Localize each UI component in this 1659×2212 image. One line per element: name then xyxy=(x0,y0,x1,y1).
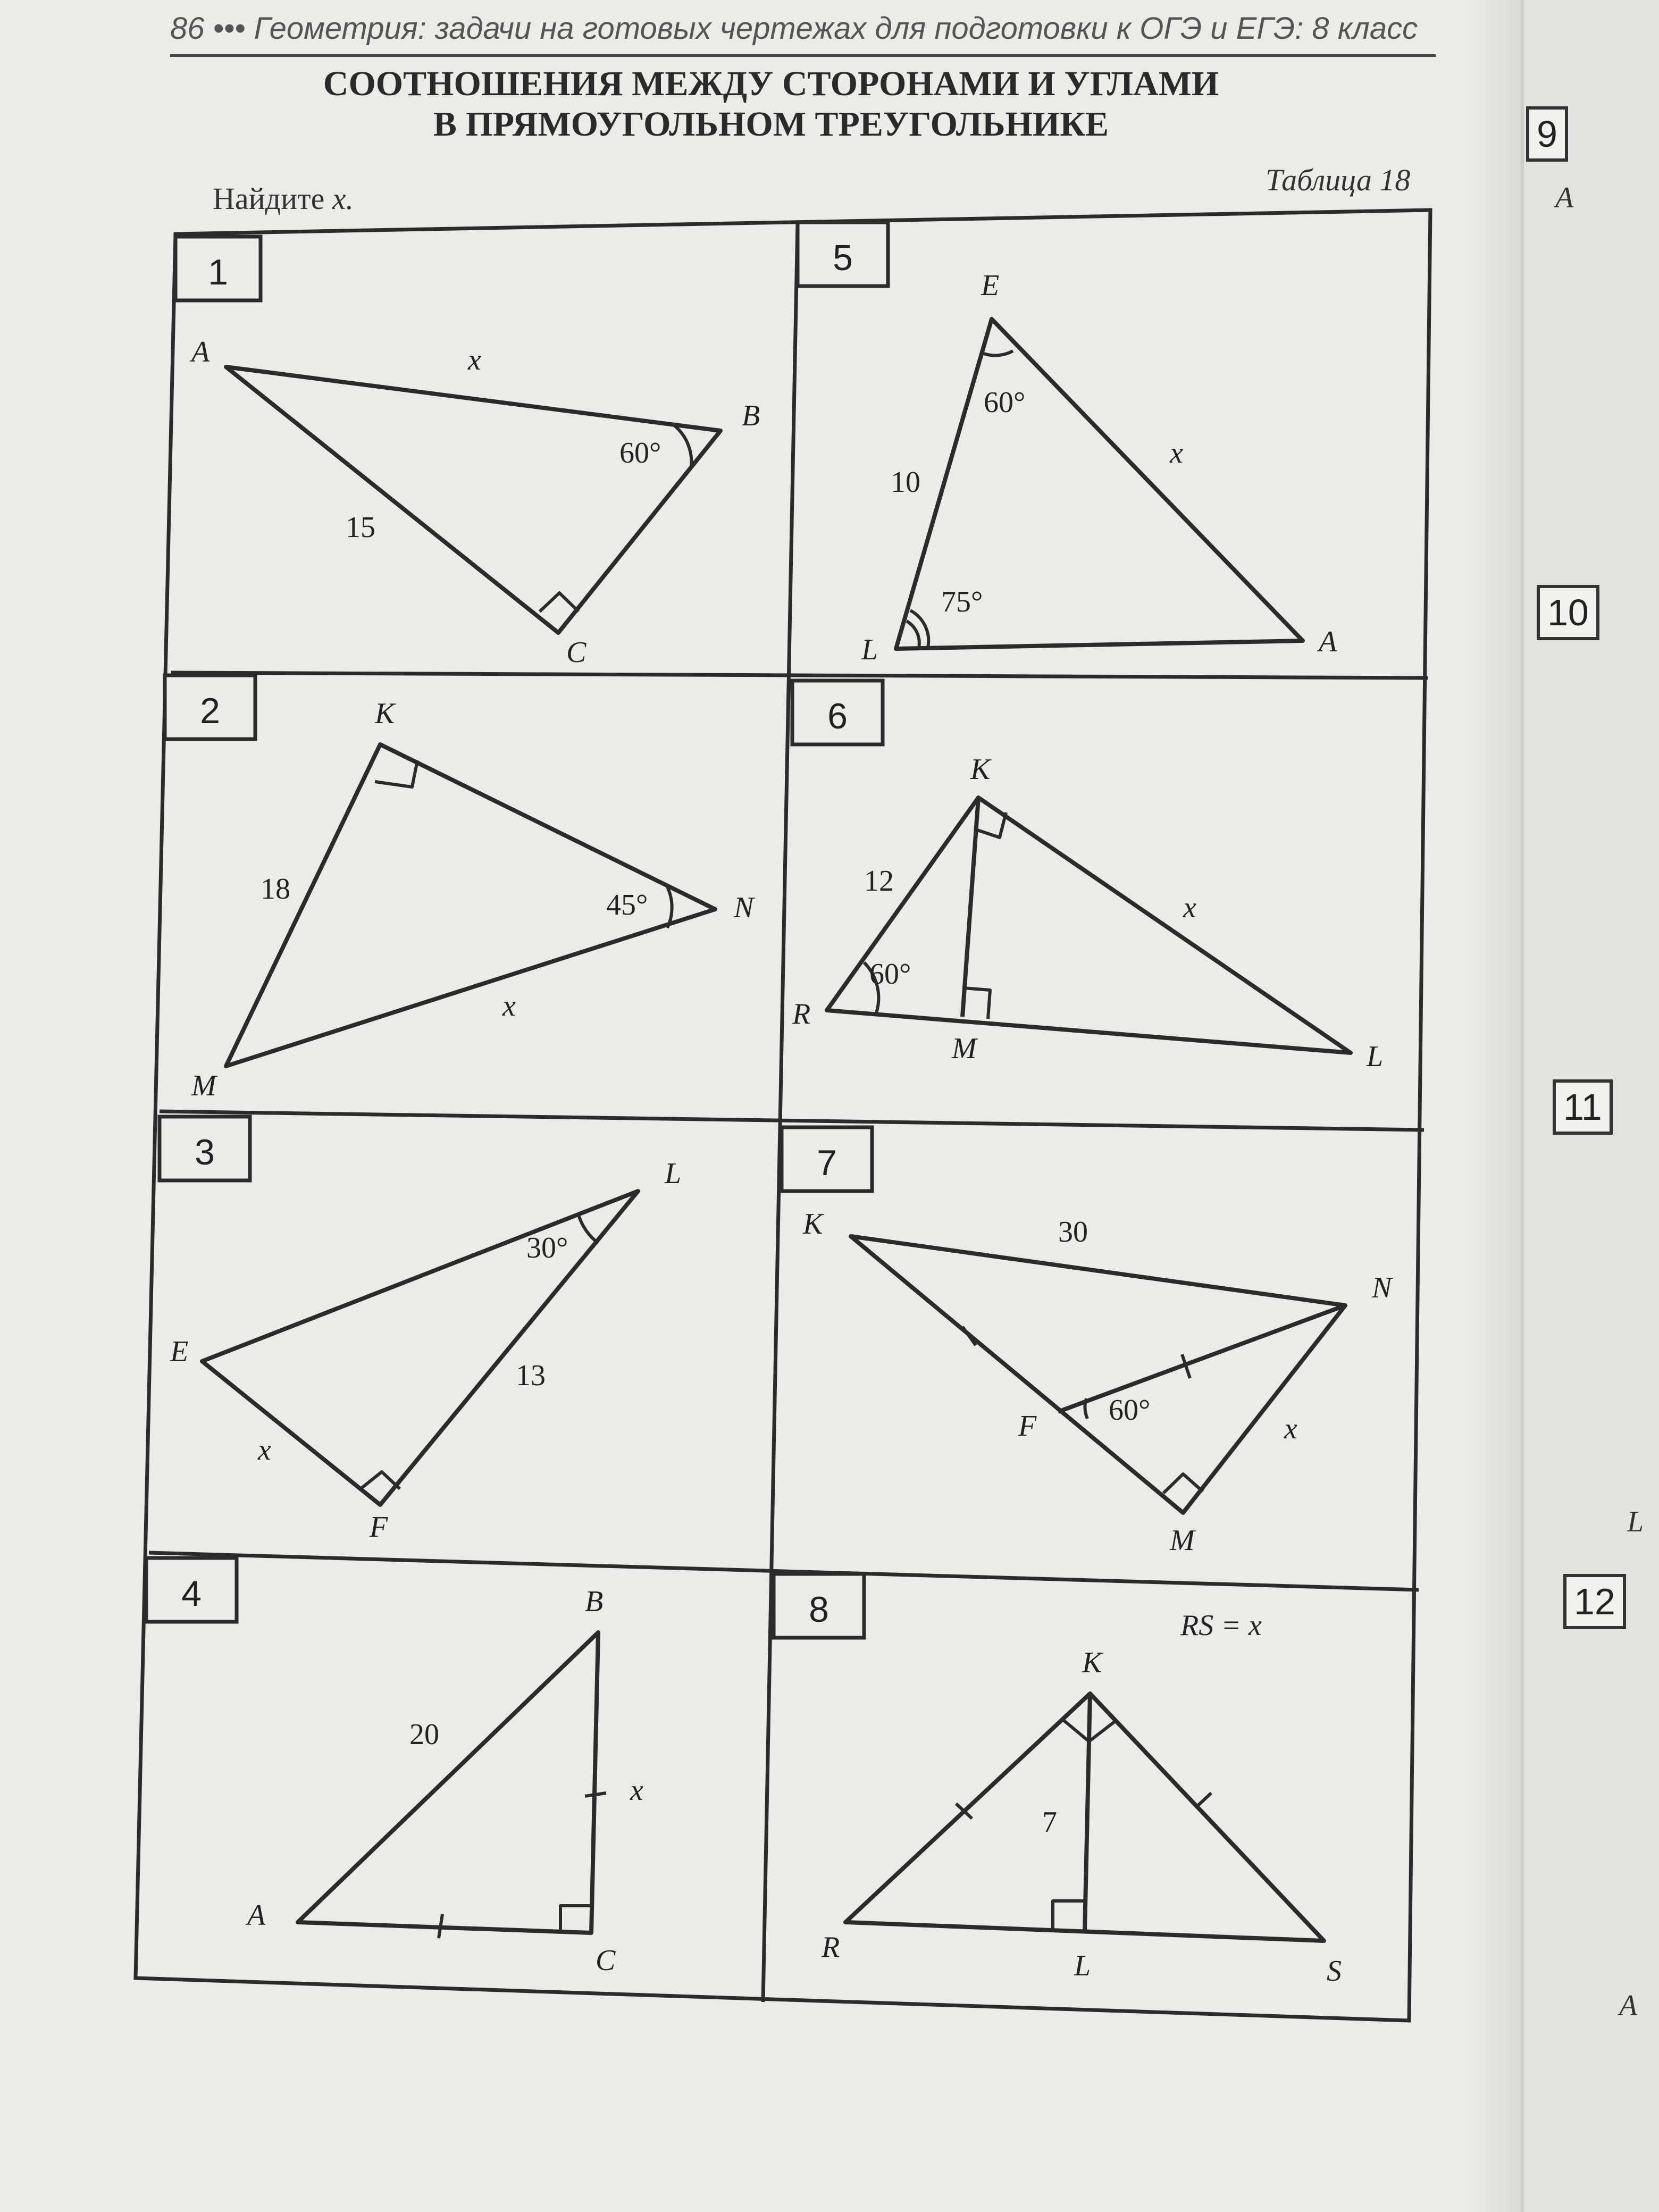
vertex-label-c-task4: C xyxy=(596,1944,616,1977)
right-page-letter-a-bottom: A xyxy=(1619,1989,1638,2022)
vertex-label-r-task6: R xyxy=(792,998,811,1030)
vertex-label-m-task7: M xyxy=(1170,1524,1195,1557)
side-label-x-task7: x xyxy=(1284,1412,1297,1445)
right-page-letter-l: L xyxy=(1627,1505,1644,1538)
vertex-label-a-task1: A xyxy=(191,336,210,368)
vertex-label-l-task3: L xyxy=(665,1157,682,1190)
task-number-7-label: 7 xyxy=(817,1143,837,1183)
vertex-label-m-task2: M xyxy=(191,1069,216,1102)
angle-label-e-task5: 60° xyxy=(984,386,1026,419)
vertex-label-c-task1: C xyxy=(566,636,586,669)
vertex-label-l-task5: L xyxy=(861,633,878,666)
angle-arc-e-task5 xyxy=(984,351,1013,355)
angle-arc-l-task3 xyxy=(579,1215,598,1243)
angle-label-task2: 45° xyxy=(606,889,648,921)
vertex-label-e-task3: E xyxy=(170,1335,189,1368)
task-number-3 xyxy=(160,1117,250,1180)
title-line-1: СООТНОШЕНИЯ МЕЖДУ СТОРОНАМИ И УГЛАМИ xyxy=(323,64,1219,103)
side-label-task4: 20 xyxy=(409,1718,439,1751)
right-angle-mark-c-task4 xyxy=(560,1906,591,1931)
right-angle-mark-k-task6 xyxy=(976,812,1006,837)
task-number-5-label: 5 xyxy=(833,238,853,278)
side-label-x-task2: x xyxy=(502,990,516,1023)
angle-arc-l-task5-inner xyxy=(907,621,919,648)
angle-arc-b-task1 xyxy=(674,425,691,467)
grid-row-divider-1 xyxy=(171,673,1428,678)
instruction-variable: x. xyxy=(332,181,354,216)
task-number-1-label: 1 xyxy=(208,252,228,292)
side-label-x-task3: x xyxy=(258,1434,271,1467)
right-page-number-9: 9 xyxy=(1526,106,1568,162)
side-label-task2: 18 xyxy=(261,873,290,906)
vertex-label-b-task4: B xyxy=(585,1585,604,1618)
vertex-label-f-task7: F xyxy=(1018,1410,1037,1443)
vertex-label-k-task8: K xyxy=(1082,1646,1102,1679)
right-page-number-12: 12 xyxy=(1563,1574,1626,1629)
right-angle-mark-c-task1 xyxy=(540,593,579,611)
side-label-task6: 12 xyxy=(864,865,894,898)
angle-label-task7: 60° xyxy=(1109,1394,1151,1427)
vertex-label-l-task8: L xyxy=(1074,1949,1091,1982)
grid-vertical-divider xyxy=(763,222,798,2002)
angle-label-l-task5: 75° xyxy=(941,585,983,618)
side-label-task8: 7 xyxy=(1042,1806,1057,1839)
vertex-label-f-task3: F xyxy=(370,1511,388,1544)
vertex-label-l-task6: L xyxy=(1367,1040,1384,1073)
angle-label-task6: 60° xyxy=(869,958,911,991)
vertex-label-k-task7: K xyxy=(803,1208,823,1241)
right-angle-mark-m-task6 xyxy=(963,988,990,1019)
running-head-text: 86 ••• Геометрия: задачи на готовых чертежах для подготовки к ОГЭ и ЕГЭ: 8 класс xyxy=(170,11,1418,46)
task-number-1 xyxy=(175,237,261,300)
vertex-label-k-task2: K xyxy=(375,697,395,730)
altitude-kl-task8 xyxy=(1085,1694,1090,1931)
title-line-2: В ПРЯМОУГОЛЬНОМ ТРЕУГОЛЬНИКЕ xyxy=(433,105,1109,144)
side-label-x-task5: x xyxy=(1170,437,1183,470)
task-number-3-label: 3 xyxy=(195,1132,215,1172)
task-number-6 xyxy=(792,681,883,744)
side-label-task7: 30 xyxy=(1058,1216,1088,1249)
table-label: Таблица 18 xyxy=(1266,163,1411,197)
right-page-number-10: 10 xyxy=(1537,585,1599,640)
side-label-x-task1: x xyxy=(468,343,481,376)
side-label-task5: 10 xyxy=(891,466,920,499)
tick-mark-ac-task4 xyxy=(439,1914,442,1938)
right-angle-mark-m-task7 xyxy=(1163,1474,1203,1493)
triangle-knm-task7 xyxy=(851,1236,1345,1513)
right-page-number-11: 11 xyxy=(1553,1079,1613,1135)
vertex-label-b-task1: B xyxy=(742,399,760,432)
vertex-label-n-task7: N xyxy=(1372,1271,1392,1304)
grid-frame xyxy=(136,210,1430,2021)
angle-arc-n-task2 xyxy=(667,887,672,928)
angle-label-task3: 30° xyxy=(526,1231,568,1264)
task-number-6-label: 6 xyxy=(827,696,848,736)
side-label-x-task6: x xyxy=(1183,891,1196,924)
task-number-8 xyxy=(774,1574,864,1638)
vertex-label-a-task4: A xyxy=(247,1899,266,1932)
triangle-krl-task6 xyxy=(827,798,1351,1053)
vertex-label-e-task5: E xyxy=(981,269,1000,302)
task-number-4-label: 4 xyxy=(181,1573,202,1614)
vertex-label-s-task8: S xyxy=(1327,1955,1342,1988)
tick-mark-bc-task4 xyxy=(585,1793,606,1796)
task-number-8-label: 8 xyxy=(809,1589,829,1630)
task-number-2 xyxy=(165,675,255,739)
angle-label-task1: 60° xyxy=(619,437,661,470)
side-label-task1: 15 xyxy=(346,511,375,544)
side-label-task3: 13 xyxy=(516,1359,546,1392)
vertex-label-a-task5: A xyxy=(1319,625,1337,658)
vertex-label-m-task6: M xyxy=(952,1032,977,1065)
angle-arc-f-task7 xyxy=(1085,1398,1087,1419)
task-number-7 xyxy=(782,1127,872,1191)
given-condition-task8: RS = x xyxy=(1180,1609,1262,1642)
side-label-x-task4: x xyxy=(630,1774,643,1807)
right-angle-mark-k-task2 xyxy=(375,760,417,787)
vertex-label-n-task2: N xyxy=(734,891,754,924)
tick-mark-ks-task8 xyxy=(1195,1793,1211,1808)
instruction-text: Найдите xyxy=(213,181,332,216)
vertex-label-r-task8: R xyxy=(822,1931,840,1964)
vertex-label-k-task6: K xyxy=(970,753,991,786)
right-page-letter-a-top: A xyxy=(1555,181,1574,214)
right-angle-mark-l-task8 xyxy=(1053,1901,1085,1930)
task-number-5 xyxy=(798,222,888,286)
triangle-abc-task1 xyxy=(226,367,720,633)
task-number-2-label: 2 xyxy=(200,691,220,731)
task-number-4 xyxy=(146,1558,237,1622)
triangle-abc-task4 xyxy=(298,1632,598,1933)
task-number-boxes xyxy=(146,222,888,1638)
